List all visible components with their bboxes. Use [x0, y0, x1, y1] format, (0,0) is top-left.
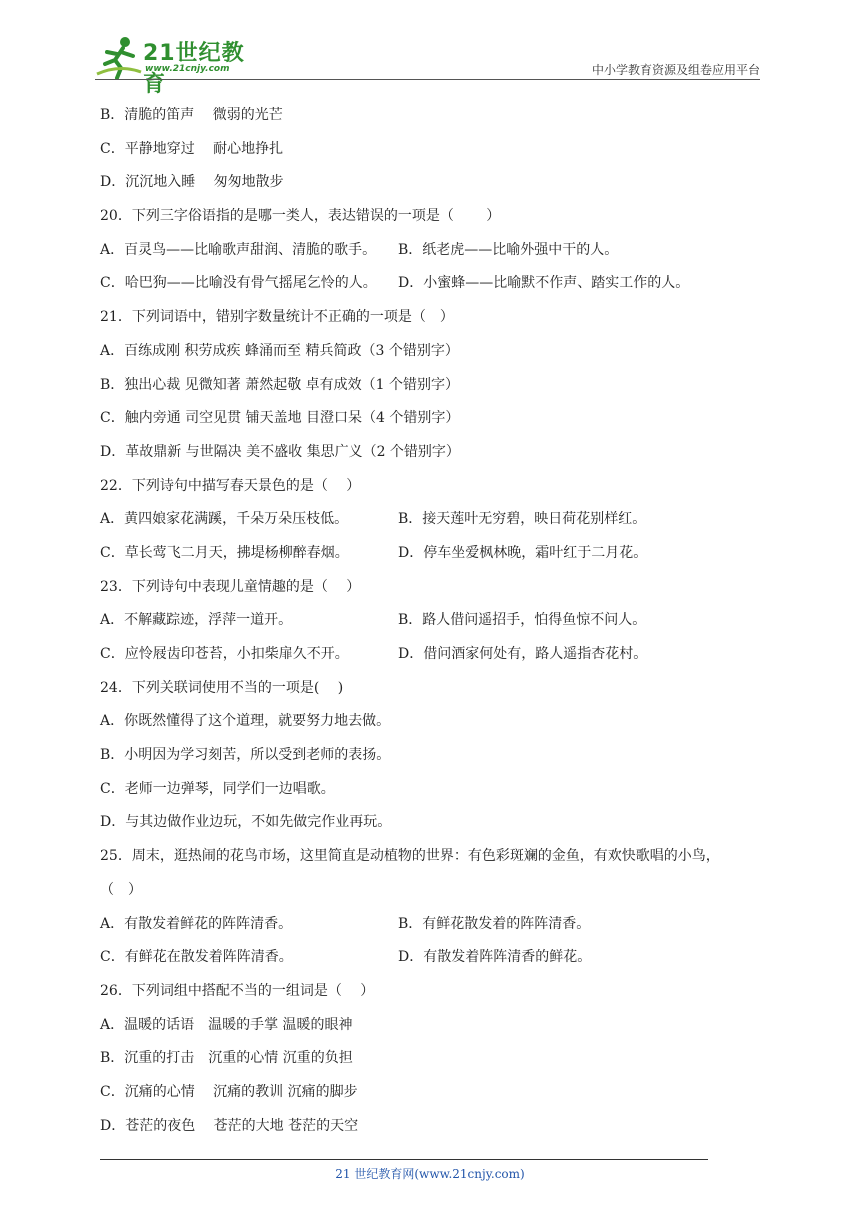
option-c: C．哈巴狗——比喻没有骨气摇尾乞怜的人。 [100, 275, 377, 292]
option-a: A．有散发着鲜花的阵阵清香。 [100, 915, 293, 932]
text-line: B．小明因为学习刻苦，所以受到老师的表扬。 [100, 747, 391, 764]
option-d: D．停车坐爱枫林晚，霜叶红于二月花。 [398, 544, 648, 561]
option-row [100, 505, 765, 539]
text-line: D．苍茫的夜色 苍茫的大地 苍茫的天空 [100, 1117, 359, 1134]
logo [95, 34, 265, 97]
option-b: B．路人借问遥招手，怕得鱼惊不问人。 [398, 612, 647, 629]
footer-link[interactable]: 21 世纪教育网(www.21cnjy.com) [335, 1167, 525, 1181]
option-row [100, 640, 765, 674]
option-row [100, 943, 765, 977]
option-a: A．黄四娘家花满蹊，千朵万朵压枝低。 [100, 511, 349, 528]
logo-url: www.21cnjy.com [145, 64, 230, 74]
question-20: 20．下列三字俗语指的是哪一类人，表达错误的一项是（ ） [100, 208, 501, 225]
question-25: 25．周末，逛热闹的花鸟市场，这里简直是动植物的世界：有色彩斑斓的金鱼，有欢快歌唱的小鸟， [100, 848, 720, 865]
runner-logo-icon [95, 34, 143, 80]
logo-text: 21世纪教育 [143, 41, 245, 97]
option-row [100, 606, 765, 640]
option-d: D．借问酒家何处有，路人遥指杏花村。 [398, 646, 648, 662]
option-row [100, 236, 765, 270]
option-c: C．有鲜花在散发着阵阵清香。 [100, 949, 293, 966]
option-d: D．有散发着阵阵清香的鲜花。 [398, 949, 592, 966]
option-d: D．小蜜蜂——比喻默不作声、踏实工作的人。 [398, 275, 690, 292]
footer-divider [100, 1159, 708, 1160]
text-line: C．平静地穿过 耐心地挣扎 [100, 140, 284, 157]
answer-blank: （ ） [100, 881, 142, 898]
text-line: A．温暖的话语 温暖的手掌 温暖的眼神 [100, 1016, 353, 1033]
page-header [95, 30, 760, 97]
text-line: A．百练成刚 积劳成疾 蜂涌而至 精兵简政（3 个错别字） [100, 342, 459, 359]
question-21: 21．下列词语中，错别字数量统计不正确的一项是（ ） [100, 309, 454, 326]
platform-title: 中小学教育资源及组卷应用平台 [591, 63, 760, 77]
text-line: A．你既然懂得了这个道理，就要努力地去做。 [100, 713, 391, 730]
question-22: 22．下列诗句中描写春天景色的是（ ） [100, 477, 361, 494]
text-line: C．触内旁通 司空见贯 铺天盖地 目澄口呆（4 个错别字） [100, 410, 460, 427]
text-line: D．沉沉地入睡 匆匆地散步 [100, 174, 284, 191]
option-row [100, 539, 765, 573]
text-line: B．独出心裁 见微知著 萧然起敬 卓有成效（1 个错别字） [100, 376, 459, 393]
text-line: C．沉痛的心情 沉痛的教训 沉痛的脚步 [100, 1083, 358, 1100]
text-line: D．与其边做作业边玩，不如先做完作业再玩。 [100, 814, 392, 831]
text-line: D．革故鼎新 与世隔决 美不盛收 集思广义（2 个错别字） [100, 443, 460, 460]
option-b: B．接天莲叶无穷碧，映日荷花别样红。 [398, 511, 647, 528]
option-row [100, 269, 765, 303]
text-line: B．沉重的打击 沉重的心情 沉重的负担 [100, 1050, 353, 1067]
question-26: 26．下列词组中搭配不当的一组词是（ ） [100, 982, 375, 999]
option-a: A．百灵鸟——比喻歌声甜润、清脆的歌手。 [100, 241, 377, 258]
question-23: 23．下列诗句中表现儿童情趣的是（ ） [100, 578, 361, 595]
header-divider [95, 79, 760, 80]
option-a: A．不解藏踪迹，浮萍一道开。 [100, 612, 293, 629]
option-c: C．草长莺飞二月天，拂堤杨柳醉春烟。 [100, 544, 349, 561]
question-content [100, 101, 765, 1145]
text-line: C．老师一边弹琴，同学们一边唱歌。 [100, 780, 335, 797]
option-b: B．有鲜花散发着的阵阵清香。 [398, 915, 591, 932]
option-b: B．纸老虎——比喻外强中干的人。 [398, 241, 619, 258]
option-c: C．应怜屐齿印苍苔，小扣柴扉久不开。 [100, 646, 349, 662]
option-row [100, 910, 765, 944]
question-24: 24．下列关联词使用不当的一项是( ) [100, 679, 344, 696]
text-line: B．清脆的笛声 微弱的光芒 [100, 107, 283, 123]
